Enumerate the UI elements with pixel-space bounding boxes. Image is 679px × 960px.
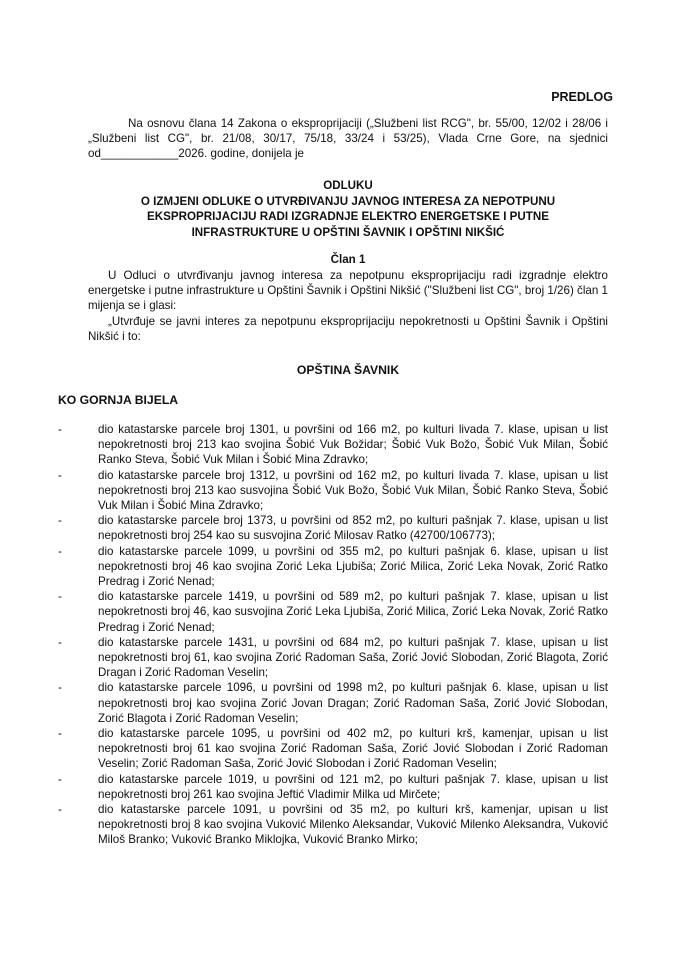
list-item-text: dio katastarske parcele 1431, u površini od 684 m2, po kulturi pašnjak 7. klase, upisan u list nepokretnosti broj 61, kao svojina Zorić Radoman Saša, Zorić Jović Slobodan, Zorić Blagota, Zorić Dragan i Zorić Radoman Veselin; — [98, 635, 608, 680]
list-item — [58, 802, 608, 848]
list-item — [58, 680, 608, 726]
decision-title — [88, 178, 608, 240]
intro-text-end: 2026. godine, donijela je — [178, 147, 304, 161]
bullet-dash: - — [58, 681, 62, 695]
article-body — [88, 268, 608, 344]
bullet-dash: - — [58, 590, 62, 604]
list-item-text: dio katastarske parcele 1095, u površini od 402 m2, po kulturi krš, kamenjar, upisan u list nepokretnosti broj 61 kao svojina Zorić Radoman Saša, Zorić Jović Slobodan i Zorić Radoman Veselin; Zorić Radoman Saša, Zorić Jović Slobodan i Zorić Radoman Veselin; — [98, 727, 608, 771]
title-line: ODLUKU — [323, 179, 373, 192]
list-item-text: dio katastarske parcele broj 1312, u površini od 162 m2, po kulturi livada 7. klase, upisan u list nepokretnosti broj 213 kao susvojina Šobić Vuk Božo, Šobić Vuk Milan, Šobić Ranko Steva, Šobić Vuk Milan i Šobić Mina Zdravko; — [98, 468, 608, 513]
list-item-text: dio katastarske parcele 1096, u površini od 1998 m2, po kulturi pašnjak 6. klase, upisan u list nepokretnosti broj kao svojina Zorić Jovan Dragan; Zorić Radoman Saša, Zorić Jović Slobodan, Zorić Blagota i Zorić Radoman Veselin; — [98, 681, 608, 725]
list-item-text: dio katastarske parcele 1019, u površini od 121 m2, po kulturi pašnjak 7. klase, upisan u list nepokretnosti broj 261 kao svojina Jeftić Vladimir Milka ud Mirčete; — [98, 772, 608, 801]
article-paragraph: U Odluci o utvrđivanju javnog interesa za nepotpunu eksproprijaciju radi izgradnje elektro energetske i putne infrastrukture u Opštini Šavnik i Opštini Nikšić ("Službeni list CG", broj 1/26) član 1 mijenja se i glasi: — [88, 269, 608, 313]
list-item-text: dio katastarske parcele broj 1301, u površini od 166 m2, po kulturi livada 7. klase, upisan u list nepokretnosti broj 213 kao svojina Šobić Vuk Božidar; Šobić Vuk Božo, Šobić Vuk Milan, Šobić Ranko Steva, Šobić Vuk Milan i Šobić Mina Zdravko; — [98, 423, 608, 467]
parcel-list — [58, 422, 608, 848]
list-item — [58, 468, 608, 514]
article-paragraph: „Utvrđuje se javni interes za nepotpunu eksproprijaciju nepokretnosti u Opštini Šavnik i Opštini Nikšić i to: — [88, 314, 608, 343]
article-heading: Član 1 — [330, 253, 366, 266]
title-line: INFRASTRUKTURE U OPŠTINI ŠAVNIK I OPŠTINI NIKŠIĆ — [191, 225, 505, 239]
cadastral-unit-heading: KO GORNJA BIJELA — [58, 393, 179, 407]
list-item — [58, 772, 608, 802]
title-line: EKSPROPRIJACIJU RADI IZGRADNJE ELEKTRO ENERGETSKE I PUTNE — [147, 210, 549, 223]
list-item — [58, 422, 608, 468]
list-item — [58, 544, 608, 590]
bullet-dash: - — [58, 514, 62, 528]
list-item — [58, 635, 608, 681]
session-date-blank: ____________ — [100, 147, 179, 161]
bullet-dash: - — [58, 772, 62, 786]
list-item — [58, 513, 608, 543]
bullet-dash: - — [58, 423, 62, 436]
list-item — [58, 589, 608, 635]
bullet-dash: - — [58, 803, 62, 817]
title-line: O IZMJENI ODLUKE O UTVRĐIVANJU JAVNOG INTERESA ZA NEPOTPUNU — [140, 194, 556, 208]
intro-paragraph — [88, 116, 608, 162]
proposal-label: PREDLOG — [551, 90, 613, 104]
list-item-text: dio katastarske parcele 1099, u površini od 355 m2, po kulturi pašnjak 6. klase, upisan u list nepokretnosti broj 46 kao svojina Zorić Leka Ljubiša; Zorić Milica, Zorić Leka Novak, Zorić Ratko Predrag i Zorić Nenad; — [98, 544, 608, 589]
list-item-text: dio katastarske parcele 1419, u površini od 589 m2, po kulturi pašnjak 7. klase, upisan u list nepokretnosti broj 46, kao susvojina Zorić Leka Ljubiša, Zorić Milica, Zorić Leka Novak, Zorić Ratko Predrag i Zorić Nenad; — [98, 590, 608, 634]
intro-text: Na osnovu člana 14 Zakona o eksproprijaciji („Službeni list RCG", br. 55/00, 12/02 i 28/06 i „Službeni list CG", br. 21/08, 30/17, 75/18, 33/24 i 53/25), Vlada Crne Gore, na sjednici od — [88, 117, 608, 161]
list-item — [58, 726, 608, 772]
bullet-dash: - — [58, 635, 62, 649]
list-item-text: dio katastarske parcele broj 1373, u površini od 852 m2, po kulturi pašnjak 7. klase, upisan u list nepokretnosti broj 254 kao su susvojina Zorić Milosav Ratko (42700/106773); — [98, 514, 608, 543]
municipality-heading: OPŠTINA ŠAVNIK — [296, 363, 400, 377]
bullet-dash: - — [58, 727, 62, 741]
bullet-dash: - — [58, 544, 62, 558]
bullet-dash: - — [58, 468, 62, 482]
list-item-text: dio katastarske parcele 1091, u površini od 35 m2, po kulturi krš, kamenjar, upisan u list nepokretnosti broj 8 kao svojina Vuković Milenko Aleksandar, Vuković Milenko Aleksandra, Vuković Miloš Branko; Vuković Branko Miklojka, Vuković Branko Mirko; — [98, 803, 608, 847]
